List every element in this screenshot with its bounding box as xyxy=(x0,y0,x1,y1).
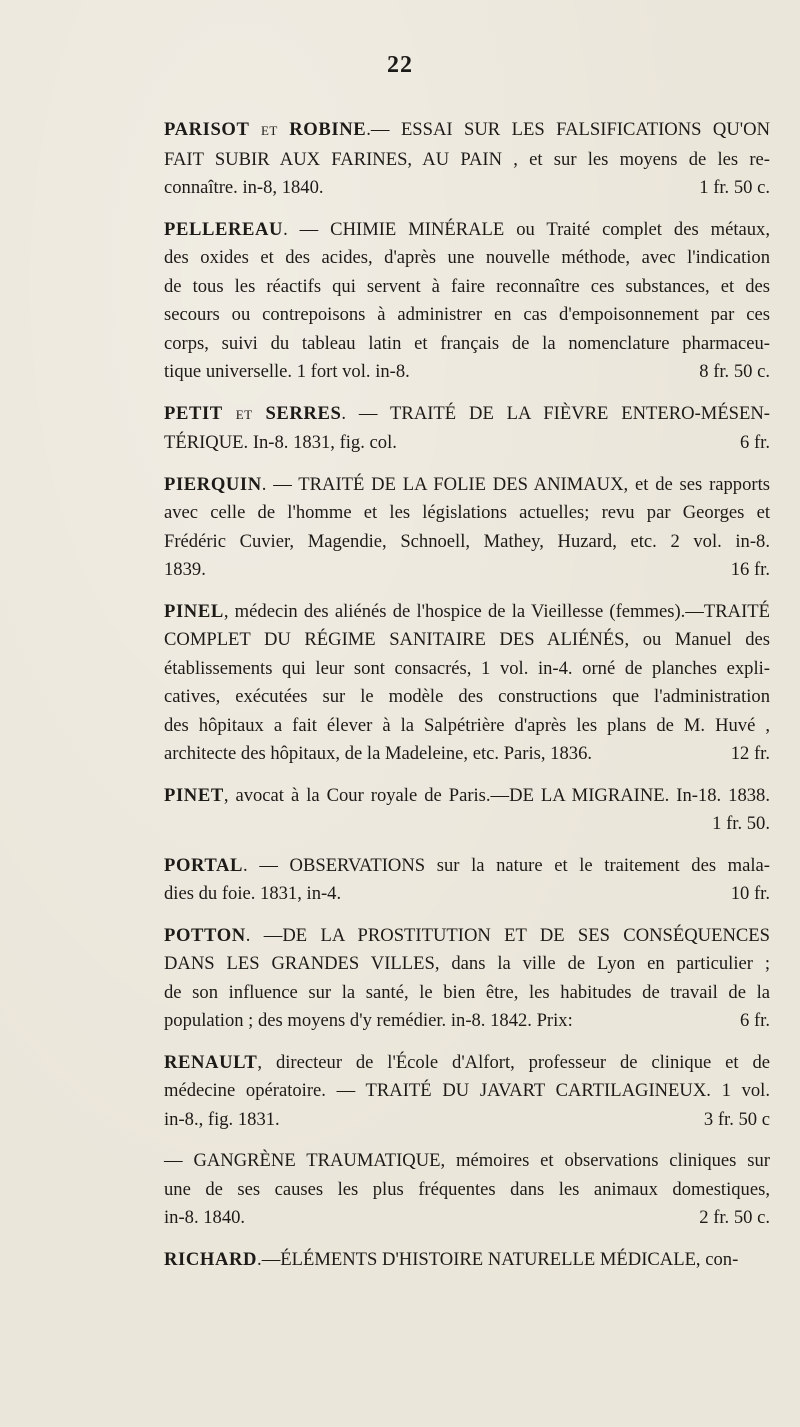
entry-text: , directeur de l'École d'Alfort, professeur de clinique et de xyxy=(257,1051,770,1073)
entry-author: PELLEREAU xyxy=(164,218,284,240)
entry-text: , avocat à la Cour royale de Paris.—DE LA MIGRAINE. In-18. 1838. xyxy=(223,784,770,806)
entry-text: COMPLET DU RÉGIME SANITAIRE DES ALIÉNÉS, ou Manuel des xyxy=(164,629,770,650)
entry-line xyxy=(164,740,770,769)
entry-author: PORTAL xyxy=(164,854,244,876)
entry-text: — GANGRÈNE TRAUMATIQUE, mémoires et observations cliniques sur xyxy=(164,1150,770,1171)
entry-line xyxy=(164,1204,770,1233)
entry-line xyxy=(164,556,770,585)
entry-text: in-8., fig. 1831. xyxy=(164,1108,280,1130)
entry-text: connaître. in-8, 1840. xyxy=(164,177,324,198)
entry-text: DANS LES GRANDES VILLES, dans la ville de Lyon en particulier ; xyxy=(164,953,770,974)
entry-coauthor: ROBINE xyxy=(289,119,367,140)
entry-line xyxy=(164,810,770,839)
entry-text: une de ses causes les plus fréquentes dans les animaux domestiques, xyxy=(164,1178,770,1200)
entry-text: Frédéric Cuvier, Magendie, Schnoell, Mathey, Huzard, etc. 2 vol. in-8. xyxy=(164,530,770,552)
entry-price: 16 fr. xyxy=(730,559,770,580)
entry-price: 8 fr. 50 c. xyxy=(699,361,770,382)
entry-line xyxy=(164,174,770,203)
catalogue-entry xyxy=(164,400,770,458)
entry-price: 6 fr. xyxy=(740,1010,770,1031)
entry-price: 1 fr. 50 c. xyxy=(699,177,770,198)
entry-line xyxy=(164,950,770,979)
page-number: 22 xyxy=(387,52,413,78)
entry-author: RENAULT xyxy=(164,1051,258,1073)
entry-text: dies du foie. 1831, in-4. xyxy=(164,883,342,904)
entry-text: catives, exécutées sur le modèle des constructions que l'administration xyxy=(164,686,770,707)
entry-line xyxy=(164,1106,770,1135)
entry-text: établissements qui leur sont consacrés, 1 vol. in-4. orné de planches expli- xyxy=(164,657,770,679)
entry-line xyxy=(164,528,770,557)
catalogue-entry xyxy=(164,471,770,585)
entry-text: . —DE LA PROSTITUTION ET DE SES CONSÉQUENCES xyxy=(245,924,770,946)
entry-text: des oxides et des acides, d'après une nouvelle méthode, avec l'indication xyxy=(164,247,770,268)
entry-line xyxy=(164,1049,770,1078)
entry-price: 3 fr. 50 c xyxy=(703,1108,770,1130)
entry-author: PIERQUIN xyxy=(164,473,262,495)
entry-conjunction: ET xyxy=(235,406,253,422)
entry-line xyxy=(164,655,770,684)
entry-line xyxy=(164,116,770,146)
entry-line xyxy=(164,273,770,302)
entry-line xyxy=(164,1077,770,1106)
entry-text: , médecin des aliénés de l'hospice de la Vieillesse (femmes).—TRAITÉ xyxy=(223,600,770,622)
entry-coauthor: SERRES xyxy=(265,402,342,424)
entry-text: population ; des moyens d'y remédier. in-8. 1842. Prix: xyxy=(164,1010,573,1031)
catalogue-entry xyxy=(164,852,770,909)
entry-text: de son influence sur la santé, le bien être, les habitudes de travail de la xyxy=(164,981,770,1003)
entry-text: médecine opératoire. — TRAITÉ DU JAVART CARTILAGINEUX. 1 vol. xyxy=(164,1080,770,1101)
entry-text: corps, suivi du tableau latin et français de la nomenclature pharmaceu- xyxy=(164,332,770,354)
entry-line xyxy=(164,400,770,430)
entry-text: de tous les réactifs qui servent à faire reconnaître ces substances, et des xyxy=(164,275,770,297)
entry-text: in-8. 1840. xyxy=(164,1207,246,1228)
entry-line xyxy=(164,598,770,627)
entry-line xyxy=(164,979,770,1008)
entry-line xyxy=(164,1246,770,1275)
entry-author: RICHARD xyxy=(164,1248,258,1270)
entry-text: . — OBSERVATIONS sur la nature et le traitement des mala- xyxy=(243,854,770,876)
entry-text: avec celle de l'homme et les législations actuelles; revu par Georges et xyxy=(164,502,770,523)
entry-line xyxy=(164,244,770,273)
entry-text: . — TRAITÉ DE LA FOLIE DES ANIMAUX, et de ses rapports xyxy=(261,473,770,495)
catalogue-entry xyxy=(164,1246,770,1275)
entry-line xyxy=(164,471,770,500)
entry-price: 12 fr. xyxy=(730,743,770,764)
entry-line xyxy=(164,1147,770,1176)
entry-line xyxy=(164,358,770,387)
entry-line xyxy=(164,499,770,528)
entry-author: PARISOT xyxy=(164,119,250,140)
entry-line xyxy=(164,683,770,712)
entry-line xyxy=(164,301,770,330)
catalogue-entry xyxy=(164,216,770,387)
entry-text: .— ESSAI SUR LES FALSIFICATIONS QU'ON xyxy=(366,119,770,140)
entry-text: architecte des hôpitaux, de la Madeleine, etc. Paris, 1836. xyxy=(164,743,593,764)
entry-price: 6 fr. xyxy=(740,432,770,453)
entry-conjunction: ET xyxy=(260,123,278,138)
entry-line xyxy=(164,852,770,881)
catalogue-entry xyxy=(164,1049,770,1135)
entry-line xyxy=(164,880,770,909)
entry-text: tique universelle. 1 fort vol. in-8. xyxy=(164,361,410,382)
entry-text: 1839. xyxy=(164,559,206,580)
catalogue-entries xyxy=(164,116,770,1287)
catalogue-entry xyxy=(164,116,770,203)
entry-price: 1 fr. 50. xyxy=(712,813,770,834)
entry-line xyxy=(164,626,770,655)
entry-text: des hôpitaux a fait élever à la Salpétrière d'après les plans de M. Huvé , xyxy=(164,714,770,736)
entry-line xyxy=(164,1176,770,1205)
entry-line xyxy=(164,146,770,175)
entry-price: 2 fr. 50 c. xyxy=(699,1207,770,1228)
catalogue-entry xyxy=(164,782,770,839)
entry-author: PETIT xyxy=(164,402,223,424)
entry-line xyxy=(164,1007,770,1036)
entry-line xyxy=(164,712,770,741)
entry-text: secours ou contrepoisons à administrer en cas d'empoisonnement par ces xyxy=(164,304,770,325)
entry-line xyxy=(164,429,770,458)
entry-line xyxy=(164,922,770,951)
entry-text: .—ÉLÉMENTS D'HISTOIRE NATURELLE MÉDICALE, con- xyxy=(257,1248,739,1270)
entry-text: . — CHIMIE MINÉRALE ou Traité complet des métaux, xyxy=(283,218,770,240)
catalogue-entry xyxy=(164,1147,770,1233)
entry-author: PINET xyxy=(164,784,224,806)
entry-line xyxy=(164,782,770,811)
catalogue-entry xyxy=(164,922,770,1036)
entry-text: . — TRAITÉ DE LA FIÈVRE ENTERO-MÉSEN- xyxy=(341,402,770,424)
entry-text: TÉRIQUE. In-8. 1831, fig. col. xyxy=(164,432,397,453)
entry-author: POTTON xyxy=(164,924,246,946)
entry-text: FAIT SUBIR AUX FARINES, AU PAIN , et sur les moyens de les re- xyxy=(164,148,770,170)
entry-line xyxy=(164,216,770,245)
entry-line xyxy=(164,330,770,359)
entry-author: PINEL xyxy=(164,600,224,622)
entry-price: 10 fr. xyxy=(730,883,770,904)
catalogue-entry xyxy=(164,598,770,769)
